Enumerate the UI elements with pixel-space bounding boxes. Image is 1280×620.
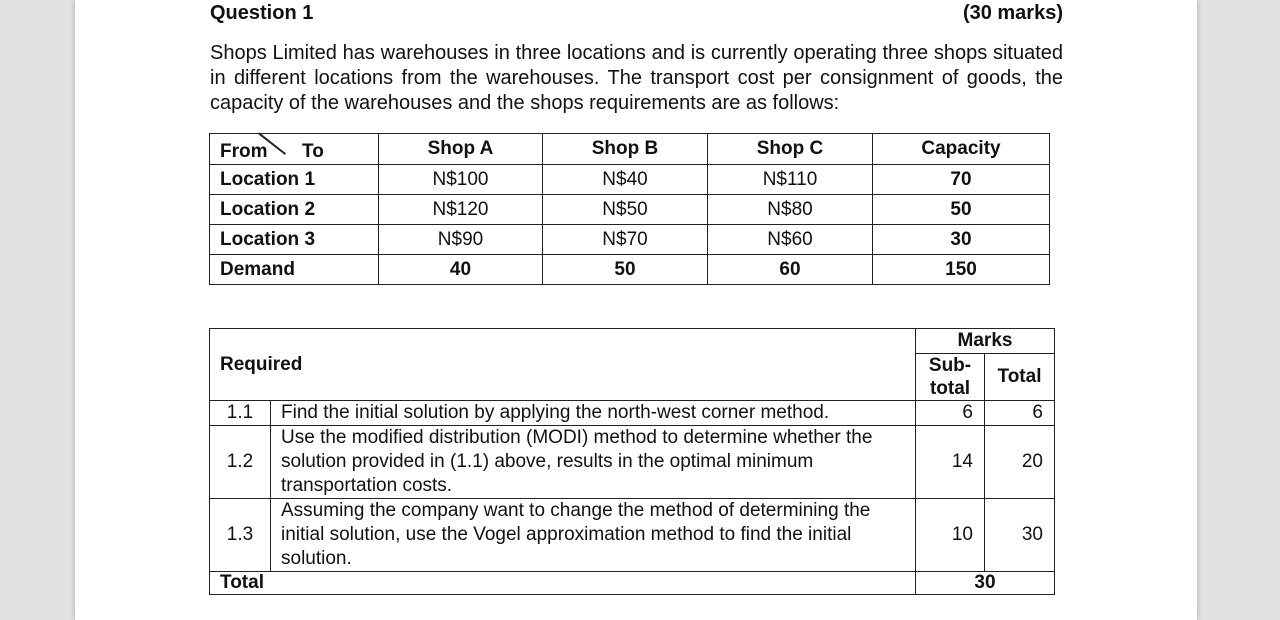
item-number: 1.3 [210, 499, 271, 572]
required-table [209, 328, 1055, 595]
row-label: Demand [210, 255, 379, 285]
item-number: 1.1 [210, 401, 271, 426]
cost-table [209, 133, 1050, 285]
question-marks: (30 marks) [962, 2, 1063, 24]
item-total: 6 [985, 401, 1055, 426]
capacity-cell: 70 [873, 165, 1050, 195]
marks-heading: Marks [916, 329, 1055, 354]
item-description: Find the initial solution by applying the north-west corner method. [271, 401, 916, 426]
subtotal-heading-line1: Sub- [928, 355, 972, 376]
subtotal-heading-line2: total [929, 378, 971, 399]
cost-cell: N$60 [708, 225, 873, 255]
cost-cell: N$110 [708, 165, 873, 195]
required-heading: Required [210, 329, 916, 401]
cost-cell: N$90 [379, 225, 543, 255]
item-subtotal: 10 [916, 499, 985, 572]
capacity-cell: 30 [873, 225, 1050, 255]
demand-cell: 50 [543, 255, 708, 285]
question-title: Question 1 [210, 2, 314, 24]
cost-cell: N$120 [379, 195, 543, 225]
from-to-header-cell [210, 134, 379, 165]
document-page [75, 0, 1197, 620]
cost-table-header-row [210, 134, 1050, 165]
row-label: Location 1 [210, 165, 379, 195]
to-label: To [302, 141, 324, 162]
cost-cell: N$70 [543, 225, 708, 255]
col-header-shop-a: Shop A [379, 134, 543, 165]
total-heading: Total [985, 354, 1055, 401]
total-label: Total [210, 572, 916, 595]
col-header-capacity: Capacity [873, 134, 1050, 165]
demand-total-cell: 150 [873, 255, 1050, 285]
subtotal-heading [916, 354, 985, 401]
col-header-shop-c: Shop C [708, 134, 873, 165]
cost-cell: N$100 [379, 165, 543, 195]
question-intro: Shops Limited has warehouses in three locations and is currently operating three shops situated in different locations from the warehouses. The transport cost per consignment of goods, the capacity of the warehouses and the shops requirements are as follows: [210, 42, 1063, 114]
cost-cell: N$50 [543, 195, 708, 225]
item-total: 20 [985, 426, 1055, 499]
required-item-row [210, 426, 1055, 499]
from-label: From [220, 141, 268, 162]
cost-table-row [210, 165, 1050, 195]
item-number: 1.2 [210, 426, 271, 499]
demand-row [210, 255, 1050, 285]
required-header-row [210, 329, 1055, 354]
demand-cell: 40 [379, 255, 543, 285]
row-label: Location 3 [210, 225, 379, 255]
capacity-cell: 50 [873, 195, 1050, 225]
item-description: Use the modified distribution (MODI) method to determine whether the solution provided in (1.1) above, results in the optimal minimum transportation costs. [271, 426, 916, 499]
demand-cell: 60 [708, 255, 873, 285]
item-subtotal: 14 [916, 426, 985, 499]
col-header-shop-b: Shop B [543, 134, 708, 165]
item-description: Assuming the company want to change the method of determining the initial solution, use the Vogel approximation method to find the initial solution. [271, 499, 916, 572]
cost-table-row [210, 225, 1050, 255]
item-total: 30 [985, 499, 1055, 572]
row-label: Location 2 [210, 195, 379, 225]
item-subtotal: 6 [916, 401, 985, 426]
total-value: 30 [916, 572, 1055, 595]
required-total-row [210, 572, 1055, 595]
cost-cell: N$40 [543, 165, 708, 195]
cost-table-row [210, 195, 1050, 225]
required-item-row [210, 401, 1055, 426]
cost-cell: N$80 [708, 195, 873, 225]
required-item-row [210, 499, 1055, 572]
